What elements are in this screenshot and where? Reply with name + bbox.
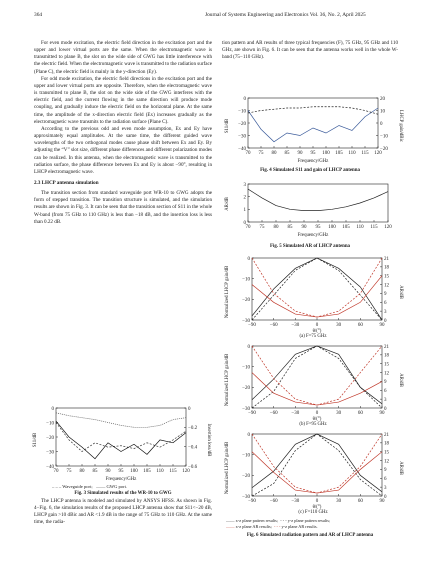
y-tick-label: −30	[242, 318, 250, 324]
x-tick-label: 75	[66, 469, 72, 474]
x-tick-label: 115	[370, 225, 378, 230]
x-tick-label: 80	[273, 225, 279, 230]
plot-frame	[56, 408, 186, 466]
fig5-ylabel: AR/dB	[225, 197, 230, 211]
left-column	[34, 40, 212, 226]
x-tick-label: 100	[328, 225, 336, 230]
x-tick-label: 60	[357, 323, 363, 328]
fig6b-xlabel: θ/(°)	[312, 417, 322, 422]
fig3-legend	[52, 484, 127, 489]
fig6-legend-item: y-z plane pattern results;	[287, 518, 331, 523]
x-tick-label: 100	[322, 151, 330, 156]
x-tick-label: 0	[315, 411, 319, 416]
x-tick-label: 80	[79, 469, 85, 474]
y-tick-right-label: −20	[380, 146, 388, 152]
fig4-xlabel: Frequency/GHz	[297, 159, 329, 164]
y-tick-right-label: −10	[380, 134, 388, 140]
series-line	[252, 434, 382, 493]
series-line	[252, 346, 382, 404]
x-tick-label: 110	[356, 225, 364, 230]
fig6-caption: Fig. 6 Simulated radiation pattern and AR of LHCP antenna	[246, 533, 374, 538]
x-tick-label: 100	[130, 469, 138, 474]
y-tick-right-label: 12	[384, 371, 389, 377]
x-tick-label: 90	[297, 151, 303, 156]
x-tick-label: 30	[336, 499, 342, 504]
x-tick-label: 85	[92, 469, 98, 474]
fig6b-ylabel: Normalized LHCP gain/dB	[225, 353, 230, 407]
series-line	[56, 421, 186, 459]
x-tick-label: 30	[336, 411, 342, 416]
y-tick-label: 3	[243, 182, 246, 188]
y-tick-label: 0	[243, 220, 246, 226]
x-tick-label: 85	[284, 151, 290, 156]
fig3-ylabel: S11/dB	[33, 432, 38, 448]
y-tick-label: −30	[238, 134, 246, 140]
paragraph: The transition section from standard waveguide port WR-10 to GWG adopts the form of stepped transition. The transition structure is simulated, and the simulation results are shown in Fig. 3. It can be seen that the transition section of S11 in the whole W-band (from 75 GHz to 110 GHz) is less than −18 dB, and the insertion loss is less than 0.22 dB.	[34, 190, 212, 225]
fig4-ylabel-right: LHCP gain/dBic	[398, 110, 403, 142]
x-tick-label: 70	[245, 225, 251, 230]
y-tick-right-label: 6	[384, 477, 387, 483]
y-tick-right-label: 6	[384, 301, 387, 307]
y-tick-label: −20	[238, 121, 246, 127]
series-line	[252, 258, 382, 320]
y-tick-right-label: 9	[384, 380, 387, 386]
y-tick-label: 0	[247, 256, 250, 262]
x-tick-label: 0	[315, 323, 319, 328]
x-tick-label: −90	[248, 499, 256, 504]
y-tick-right-label: −0.2	[188, 426, 198, 432]
plot-frame	[252, 346, 382, 408]
fig6b-axes	[242, 345, 389, 416]
y-tick-right-label: 12	[384, 459, 389, 465]
y-tick-right-label: 18	[384, 265, 389, 271]
fig3-xlabel: Frequency/GHz	[105, 477, 137, 482]
series-line	[56, 423, 186, 452]
series-line	[252, 258, 382, 320]
series-line	[252, 452, 382, 493]
series-line	[252, 346, 382, 408]
legend-dash-icon: - - -	[280, 518, 287, 523]
x-tick-label: 75	[259, 225, 265, 230]
y-tick-label: −10	[238, 109, 246, 115]
series-line	[252, 434, 382, 496]
y-tick-right-label: 3	[384, 309, 387, 315]
x-tick-label: 115	[169, 469, 177, 474]
y-tick-right-label: 0	[384, 406, 387, 412]
y-tick-label: 0	[51, 406, 54, 412]
y-tick-right-label: 15	[384, 450, 389, 456]
x-tick-label: 0	[315, 499, 319, 504]
left-column-bottom	[34, 498, 212, 527]
fig6-legend-item: y-z plane AR results.	[281, 524, 318, 529]
y-tick-right-label: 9	[384, 468, 387, 474]
y-tick-label: −10	[242, 453, 250, 459]
fig5-xlabel: Frequency/GHz	[297, 233, 329, 238]
page-number: 364	[34, 12, 43, 18]
y-tick-right-label: 18	[384, 353, 389, 359]
plot-frame	[252, 258, 382, 320]
x-tick-label: 90	[379, 499, 385, 504]
fig6c-chart	[222, 430, 404, 510]
x-tick-label: 110	[156, 469, 164, 474]
fig6b-ylabel-right: AR/dB	[398, 373, 403, 387]
y-tick-label: −20	[46, 435, 54, 441]
legend-dash-icon: – – –	[52, 484, 62, 489]
fig6a-subcaption: (a) F=75 GHz	[299, 334, 327, 339]
y-tick-right-label: 0	[188, 406, 191, 412]
x-tick-label: 90	[301, 225, 307, 230]
fig6c-ylabel-right: AR/dB	[398, 461, 403, 475]
x-tick-label: 95	[310, 151, 316, 156]
fig3-legend-item: GWG port.	[106, 484, 128, 489]
y-tick-right-label: 0	[384, 318, 387, 324]
y-tick-label: 0	[247, 344, 250, 350]
fig5-axes	[244, 183, 393, 230]
y-tick-label: 2	[243, 195, 246, 201]
right-column	[222, 40, 398, 61]
x-tick-label: 70	[245, 151, 251, 156]
y-tick-label: 0	[247, 432, 250, 438]
x-tick-label: −30	[291, 323, 300, 328]
x-tick-label: 70	[53, 469, 59, 474]
x-tick-label: 110	[348, 151, 356, 156]
y-tick-right-label: 21	[384, 432, 389, 438]
paragraph: The LHCP antenna is modeled and simulated by ANSYS HFSS. As shown in Fig. 4−Fig. 6, the simulation results of the proposed LHCP antenna show that S11<−20 dB, LHCP gain >10 dBic and AR <1.9 dB in the range of 75 GHz to 110 GHz. At the same time, the radia-	[34, 498, 212, 526]
x-tick-label: 120	[182, 469, 190, 474]
y-tick-label: −30	[46, 450, 54, 456]
series-line	[248, 107, 378, 115]
fig4-ylabel: S11/dB	[225, 118, 230, 134]
fig4-axes	[238, 97, 388, 156]
series-line	[252, 346, 382, 405]
x-tick-label: 105	[335, 151, 343, 156]
plot-frame	[248, 184, 388, 222]
fig4-caption: Fig. 4 Simulated S11 and gain of LHCP antenna	[260, 168, 360, 173]
y-tick-right-label: 10	[380, 109, 385, 115]
x-tick-label: −30	[291, 411, 300, 416]
x-tick-label: −60	[269, 499, 278, 504]
fig6a-axes	[242, 257, 389, 328]
y-tick-right-label: 9	[384, 292, 387, 298]
y-tick-label: 0	[243, 96, 246, 102]
y-tick-right-label: 15	[384, 362, 389, 368]
x-tick-label: 90	[379, 323, 385, 328]
series-line	[248, 189, 388, 211]
fig6a-chart	[222, 254, 404, 334]
x-tick-label: −60	[269, 411, 278, 416]
y-tick-label: −20	[242, 386, 250, 392]
series-line	[252, 276, 382, 317]
paragraph: According to the previous odd and even mode assumption, Ex and Ey have approximately equal amplitudes. At the same time, the different guided wave wavelengths of the two orthogonal modes cause phase shift between Ex and Ey. By adjusting the “V” slot size, different phase differences and different polarization modes can be realized. In this antenna, when the electromagnetic wave is transmitted to the radiation surface, the phase difference between Ex and Ey is about −90°, resulting in LHCP electromagnetic wave.	[34, 125, 212, 175]
fig6a-xlabel: θ/(°)	[312, 329, 322, 334]
fig6a-ylabel: Normalized LHCP gain/dB	[225, 265, 230, 319]
x-tick-label: 80	[271, 151, 277, 156]
section-title: 2.3 LHCP antenna simulation	[34, 179, 99, 186]
fig3-caption: Fig. 3 Simulated results of the WR-10 to GWG	[74, 491, 172, 496]
fig3-legend-item: Waveguide port;	[62, 484, 93, 489]
series-line	[248, 108, 378, 142]
fig5-chart	[222, 180, 404, 238]
y-tick-label: −30	[242, 494, 250, 500]
legend-line-icon: ——	[226, 524, 235, 529]
plot-frame	[248, 98, 378, 148]
y-tick-right-label: 3	[384, 485, 387, 491]
x-tick-label: 85	[287, 225, 293, 230]
paragraph: For odd mode excitation, the electric field directions in the excitation port and the upper and lower virtual ports are opposite. Therefore, when the electromagnetic wave is transmitted to plane B, the slot on the wide side of the GWG interferes with the electric field, and the current flowing in the same direction will produce mode coupling, and gradually induce the electric field on the horizontal plane. At the same time, the amplitude of the x-direction electric field (Ex) increases gradually as the electromagnetic wave transmits to the radiation surface (Plane C).	[34, 75, 212, 125]
y-tick-label: −10	[46, 421, 54, 427]
y-tick-label: −10	[242, 365, 250, 371]
paragraph: For even mode excitation, the electric field direction in the excitation port and the upper and lower virtual ports are the same. When the electromagnetic wave is transmitted to plane B, the slot on the wide side of GWG has little interference with the electric field. When the electromagnetic wave is transmitted to the radiation surface (Plane C), the electric field is mainly in the y-direction (Ey).	[34, 40, 212, 75]
series-line	[252, 258, 382, 317]
x-tick-label: 90	[379, 411, 385, 416]
y-tick-right-label: 0	[380, 121, 383, 127]
y-tick-right-label: 3	[384, 397, 387, 403]
y-tick-right-label: 20	[380, 96, 385, 102]
x-tick-label: 105	[342, 225, 350, 230]
y-tick-label: −20	[242, 298, 250, 304]
x-tick-label: 95	[118, 469, 124, 474]
x-tick-label: 60	[357, 411, 363, 416]
x-tick-label: −90	[248, 411, 256, 416]
y-tick-right-label: 15	[384, 274, 389, 280]
fig3-axes	[46, 407, 197, 474]
paragraph: tion pattern and AR results of three typical frequencies (F), 75 GHz, 95 GHz and 110 GHz, are shown in Fig. 6. It can be seen that the antenna works well in the whole W-band (75−110 GHz).	[222, 40, 398, 61]
fig6c-xlabel: θ/(°)	[312, 505, 322, 510]
legend-dash-icon: - - -	[274, 524, 281, 529]
y-tick-right-label: 18	[384, 441, 389, 447]
y-tick-label: −20	[242, 474, 250, 480]
x-tick-label: 75	[258, 151, 264, 156]
y-tick-right-label: 12	[384, 283, 389, 289]
y-tick-right-label: −0.6	[188, 464, 198, 470]
fig6-legend-item: x-z plane AR results;	[235, 524, 272, 529]
x-tick-label: 120	[384, 225, 392, 230]
fig6c-subcaption: (c) F=110 GHz	[298, 510, 328, 515]
journal-header: Journal of Systems Engineering and Electronics Vol. 36, No. 2, April 2025	[205, 12, 366, 18]
x-tick-label: −60	[269, 323, 278, 328]
fig6c-axes	[242, 433, 389, 504]
y-tick-label: −40	[46, 464, 54, 470]
y-tick-label: −10	[242, 277, 250, 283]
plot-frame	[252, 434, 382, 496]
fig6c-ylabel: Normalized LHCP gain/dB	[225, 441, 230, 495]
x-tick-label: 115	[361, 151, 369, 156]
x-tick-label: 90	[105, 469, 111, 474]
y-tick-label: −30	[242, 406, 250, 412]
fig3-ylabel-right: Insertion loss/dB	[206, 423, 211, 457]
x-tick-label: 95	[315, 225, 321, 230]
legend-line-icon: ——	[226, 518, 235, 523]
fig4-chart	[222, 94, 404, 164]
x-tick-label: 30	[336, 323, 342, 328]
x-tick-label: 105	[143, 469, 151, 474]
y-tick-right-label: −0.4	[188, 445, 198, 451]
fig3-chart	[30, 404, 212, 482]
series-line	[56, 413, 186, 428]
x-tick-label: −90	[248, 323, 256, 328]
fig6-legend-item: x-z plane pattern results;	[235, 518, 279, 523]
fig6a-ylabel-right: AR/dB	[398, 285, 403, 299]
y-tick-right-label: 21	[384, 256, 389, 262]
fig6-legend	[226, 518, 402, 530]
y-tick-right-label: 21	[384, 344, 389, 350]
fig6b-subcaption: (b) F=95 GHz	[299, 422, 327, 427]
legend-line-icon: ——	[96, 484, 106, 489]
x-tick-label: 120	[374, 151, 382, 156]
x-tick-label: −30	[291, 499, 300, 504]
fig5-caption: Fig. 5 Simulated AR of LHCP antenna	[269, 244, 351, 249]
y-tick-right-label: 0	[384, 494, 387, 500]
x-tick-label: 60	[357, 499, 363, 504]
y-tick-right-label: 6	[384, 389, 387, 395]
y-tick-label: 1	[243, 208, 246, 214]
fig6b-chart	[222, 342, 404, 422]
y-tick-label: −40	[238, 146, 246, 152]
